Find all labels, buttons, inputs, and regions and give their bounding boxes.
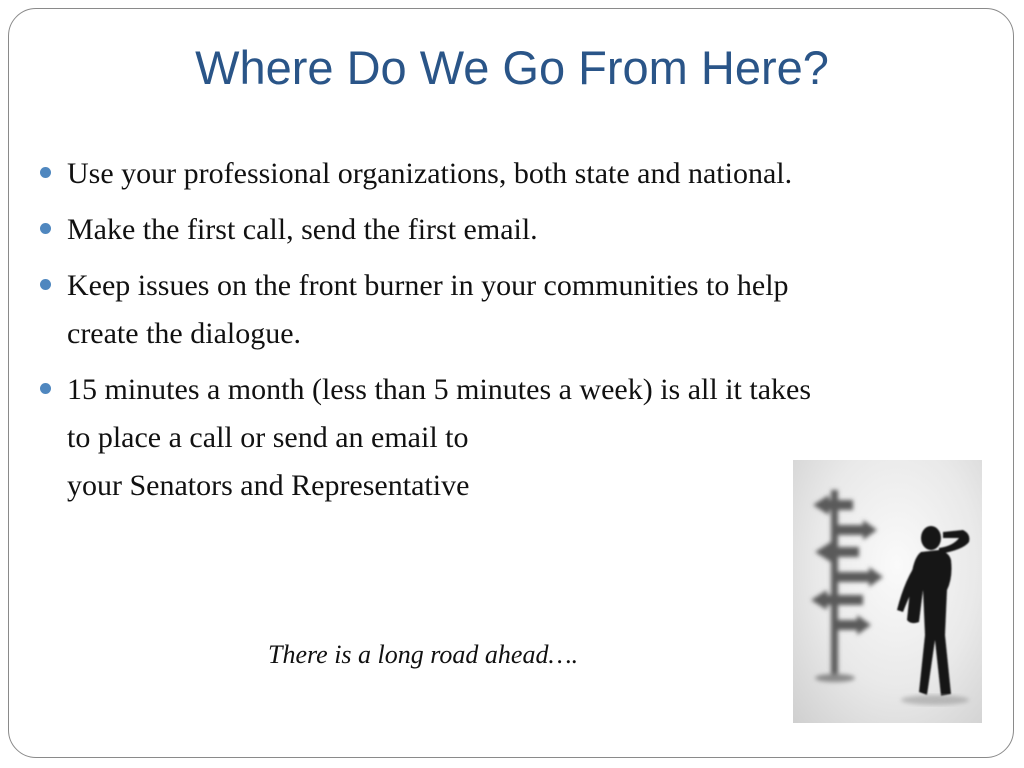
bullet-text: create the dialogue.: [67, 317, 302, 350]
bullet-text: to place a call or send an email to: [67, 421, 469, 454]
bullet-text: Keep issues on the front burner in your communities to help: [67, 269, 789, 302]
caption: There is a long road ahead….: [268, 640, 579, 669]
bullet-dot-icon: [40, 279, 51, 290]
bullet-text: Make the first call, send the first email.: [67, 213, 538, 246]
bullet-dot-icon: [40, 167, 51, 178]
bullet-text: your Senators and Representative: [67, 469, 470, 502]
bullet-item: [38, 150, 968, 198]
bullet-dot-icon: [40, 223, 51, 234]
bullet-dot-icon: [40, 383, 51, 394]
signpost-silhouette-image: [793, 460, 982, 723]
signpost-silhouette-icon: [793, 460, 982, 723]
bullet-text: Use your professional organizations, both state and national.: [67, 157, 793, 190]
bullet-text: 15 minutes a month (less than 5 minutes a week) is all it takes: [67, 373, 812, 406]
slide-title: Where Do We Go From Here?: [195, 41, 829, 94]
bullet-item: [38, 262, 968, 358]
bullet-item: [38, 206, 968, 254]
